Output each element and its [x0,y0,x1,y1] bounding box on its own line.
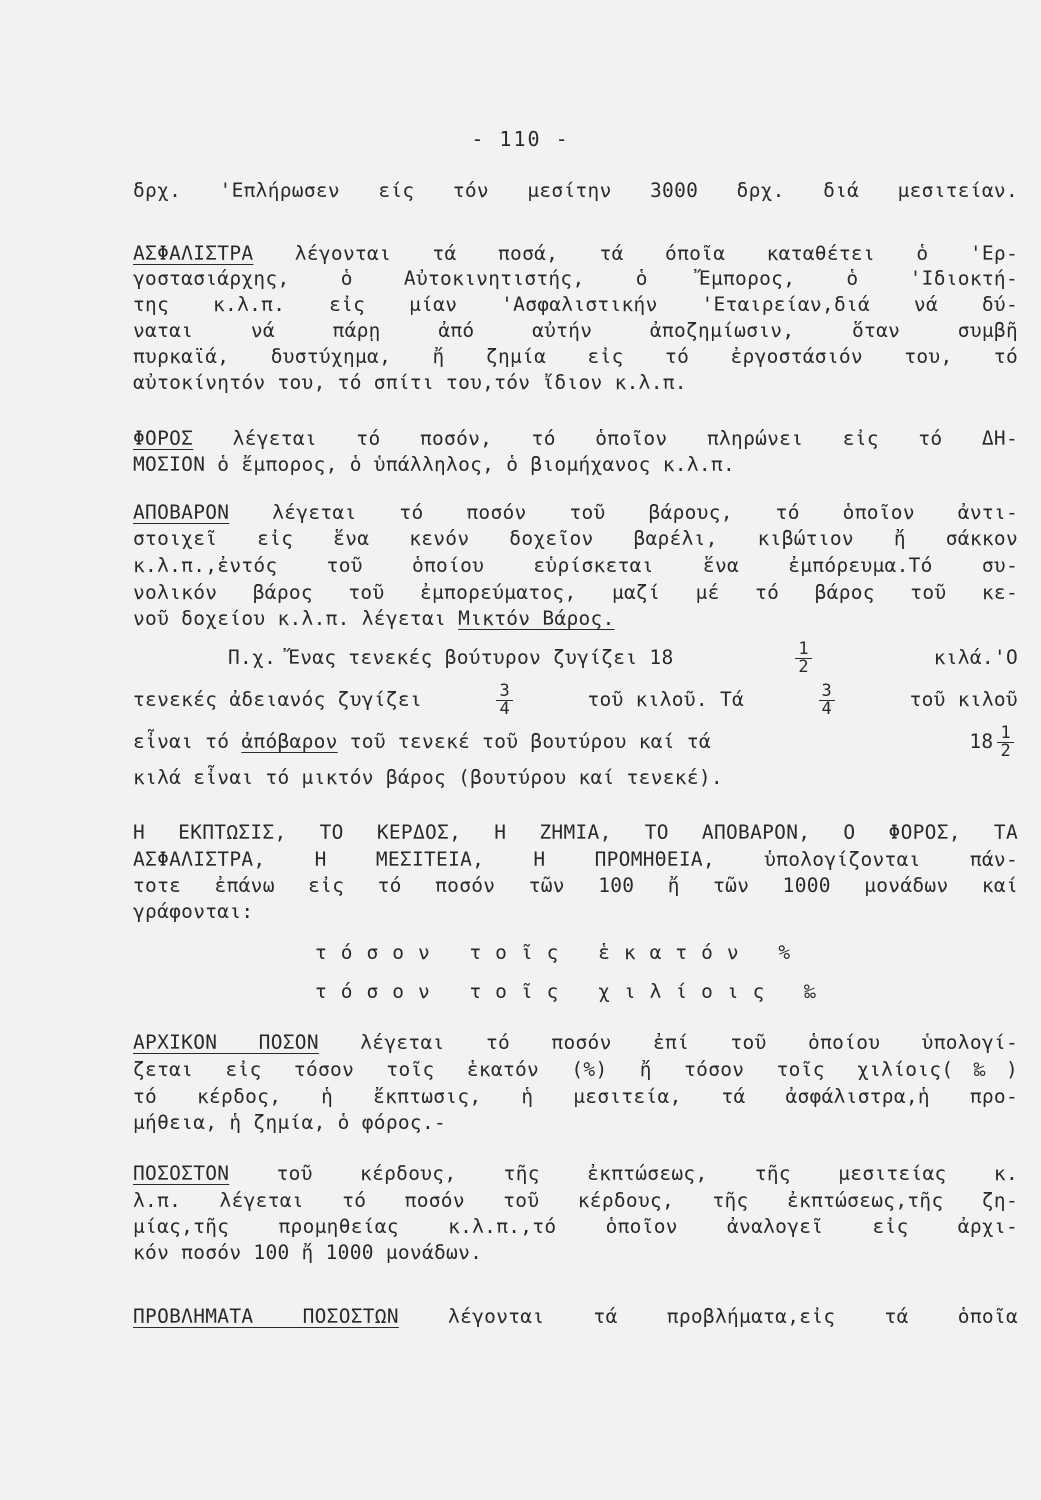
text-line: νολικόν βάρος τοῦ ἐμπορεύματος, μαζί μέ τό βάρος τοῦ κε- [133,581,1018,604]
text-line: κόν ποσόν 100 ἤ 1000 μονάδων. [133,1241,483,1264]
fraction-half: $\frac{1}{2}$ [997,725,1014,760]
text-line: ΜΟΣΙΟΝ ὁ ἔμπορος, ὁ ὑπάλληλος, ὁ βιομήχανος κ.λ.π. [133,453,735,476]
definition-asfalistra: ΑΣΦΑΛΙΣΤΡΑ λέγονται τά ποσά, τά όποῖα καταθέτει ὁ 'Ερ- [133,242,1018,265]
term-apovaron: ΑΠΟΒΑΡΟΝ [133,501,230,524]
page-number: - 110 - [471,127,570,151]
text-line: πυρκαϊά, δυστύχημα, ἤ ζημία εἰς τό ἐργοστάσιόν του, τό [133,345,1018,368]
text-line: στοιχεῖ εἰς ἕνα κενόν δοχεῖον βαρέλι, κιβώτιον ἤ σάκκον [133,527,1018,550]
text-line: λ.π. λέγεται τό ποσόν τοῦ κέρδους, τῆς ἐκπτώσεως,τῆς ζη- [133,1189,1018,1212]
definition-provlimata-pososton: ΠΡΟΒΛΗΜΑΤΑ ΠΟΣΟΣΤΩΝ λέγονται τά προβλήματα,εἰς τά ὁποῖα [133,1305,1018,1328]
text-line: ΑΣΦΑΛΙΣΤΡΑ, Η ΜΕΣΙΤΕΙΑ, Η ΠΡΟΜΗΘΕΙΑ, ὑπολογίζονται πάν- [133,848,1018,871]
term-apovaron-inline: ἀπόβαρον [241,730,338,753]
term-asfalistra: ΑΣΦΑΛΙΣΤΡΑ [133,242,254,265]
definition-apovaron: ΑΠΟΒΑΡΟΝ λέγεται τό ποσόν τοῦ βάρους, τό ὁποῖον ἀντι- [133,501,1018,524]
text-line: ζεται εἰς τόσον τοῖς ἑκατόν (%) ἤ τόσον τοῖς χιλίοις(‰) [133,1058,1018,1081]
definition-arxikon-poson: ΑΡΧΙΚΟΝ ΠΟΣΟΝ λέγεται τό ποσόν ἐπί τοῦ ὁποίου ὑπολογί- [133,1031,1018,1054]
text-line: τοτε ἐπάνω εἰς τό ποσόν τῶν 100 ἤ τῶν 1000 μονάδων καί [133,874,1018,897]
example-line: τενεκές ἀδειανός ζυγίζει $\frac{3}{4}$ τοῦ κιλοῦ. Τά $\frac{3}{4}$ τοῦ κιλοῦ [133,680,1018,719]
fraction-three-quarters: $\frac{3}{4}$ [819,683,836,718]
definition-foros: ΦΟΡΟΣ λέγεται τό ποσόν, τό ὁποῖον πληρώνει εἰς τό ΔΗ- [133,427,1018,450]
text-line: νοῦ δοχείου κ.λ.π. λέγεται Μικτόν Βάρος. [133,607,615,630]
text-line: της κ.λ.π. εἰς μίαν 'Ασφαλιστικήν 'Εταιρείαν,διά νά δύ- [133,293,1018,316]
definition-pososton: ΠΟΣΟΣΤΟΝ τοῦ κέρδους, τῆς ἐκπτώσεως, τῆς μεσιτείας κ. [133,1162,1018,1185]
fraction-three-quarters: $\frac{3}{4}$ [496,683,513,718]
fraction-half: $\frac{1}{2}$ [795,641,812,676]
text-line: γράφονται: [133,900,254,923]
text-line: γοστασιάρχης, ὁ Αὐτοκινητιστής, ὁ Ἔμπορος, ὁ 'Ιδιοκτή- [133,267,1018,290]
text-line: κ.λ.π.,ἐντός τοῦ ὁποίου εὑρίσκεται ἕνα ἐμπόρευμα.Τό συ- [133,554,1018,577]
text-line: μίας,τῆς προμηθείας κ.λ.π.,τό ὁποῖον ἀναλογεῖ εἰς ἀρχι- [133,1215,1018,1238]
text-line: δρχ. 'Επλήρωσεν είς τόν μεσίτην 3000 δρχ. διά μεσιτείαν. [133,179,1018,202]
text-line: τό κέρδος, ἡ ἔκπτωσις, ἡ μεσιτεία, τά ἀσφάλιστρα,ἡ προ- [133,1085,1018,1108]
term-arxikon-poson: ΑΡΧΙΚΟΝ ΠΟΣΟΝ [133,1031,319,1054]
term-foros: ΦΟΡΟΣ [133,427,194,450]
formula-permille: τόσον τοῖς χιλίοις ‰ [315,980,830,1003]
text-line: ναται νά πάρῃ ἀπό αὐτήν ἀποζημίωσιν, ὅταν συμβῆ [133,319,1018,342]
example-line: εἶναι τό ἀπόβαρον τοῦ τενεκέ τοῦ βουτύρου καί τά 18 $\frac{1}{2}$ [133,722,1018,762]
text-line: Η ΕΚΠΤΩΣΙΣ, ΤΟ ΚΕΡΔΟΣ, Η ΖΗΜΙΑ, ΤΟ ΑΠΟΒΑΡΟΝ, Ο ΦΟΡΟΣ, ΤΑ [133,821,1018,844]
term-pososton: ΠΟΣΟΣΤΟΝ [133,1162,230,1185]
term-provlimata-pososton: ΠΡΟΒΛΗΜΑΤΑ ΠΟΣΟΣΤΩΝ [133,1305,399,1328]
text-line: αὐτοκίνητόν του, τό σπίτι του,τόν ἴδιον κ.λ.π. [133,371,687,394]
term-mikton-varos: Μικτόν Βάρος. [458,607,615,630]
text-line: κιλά εἶναι τό μικτόν βάρος (βουτύρου καί τενεκέ). [133,766,723,789]
text-line: μήθεια, ἡ ζημία, ὁ φόρος.- [133,1111,447,1134]
formula-percent: τόσον τοῖς ἑκατόν % [315,941,805,964]
example-line: Π.χ. Ἔνας τενεκές βούτυρον ζυγίζει 18 $\frac{1}{2}$ κιλά.'Ο [228,638,1018,677]
